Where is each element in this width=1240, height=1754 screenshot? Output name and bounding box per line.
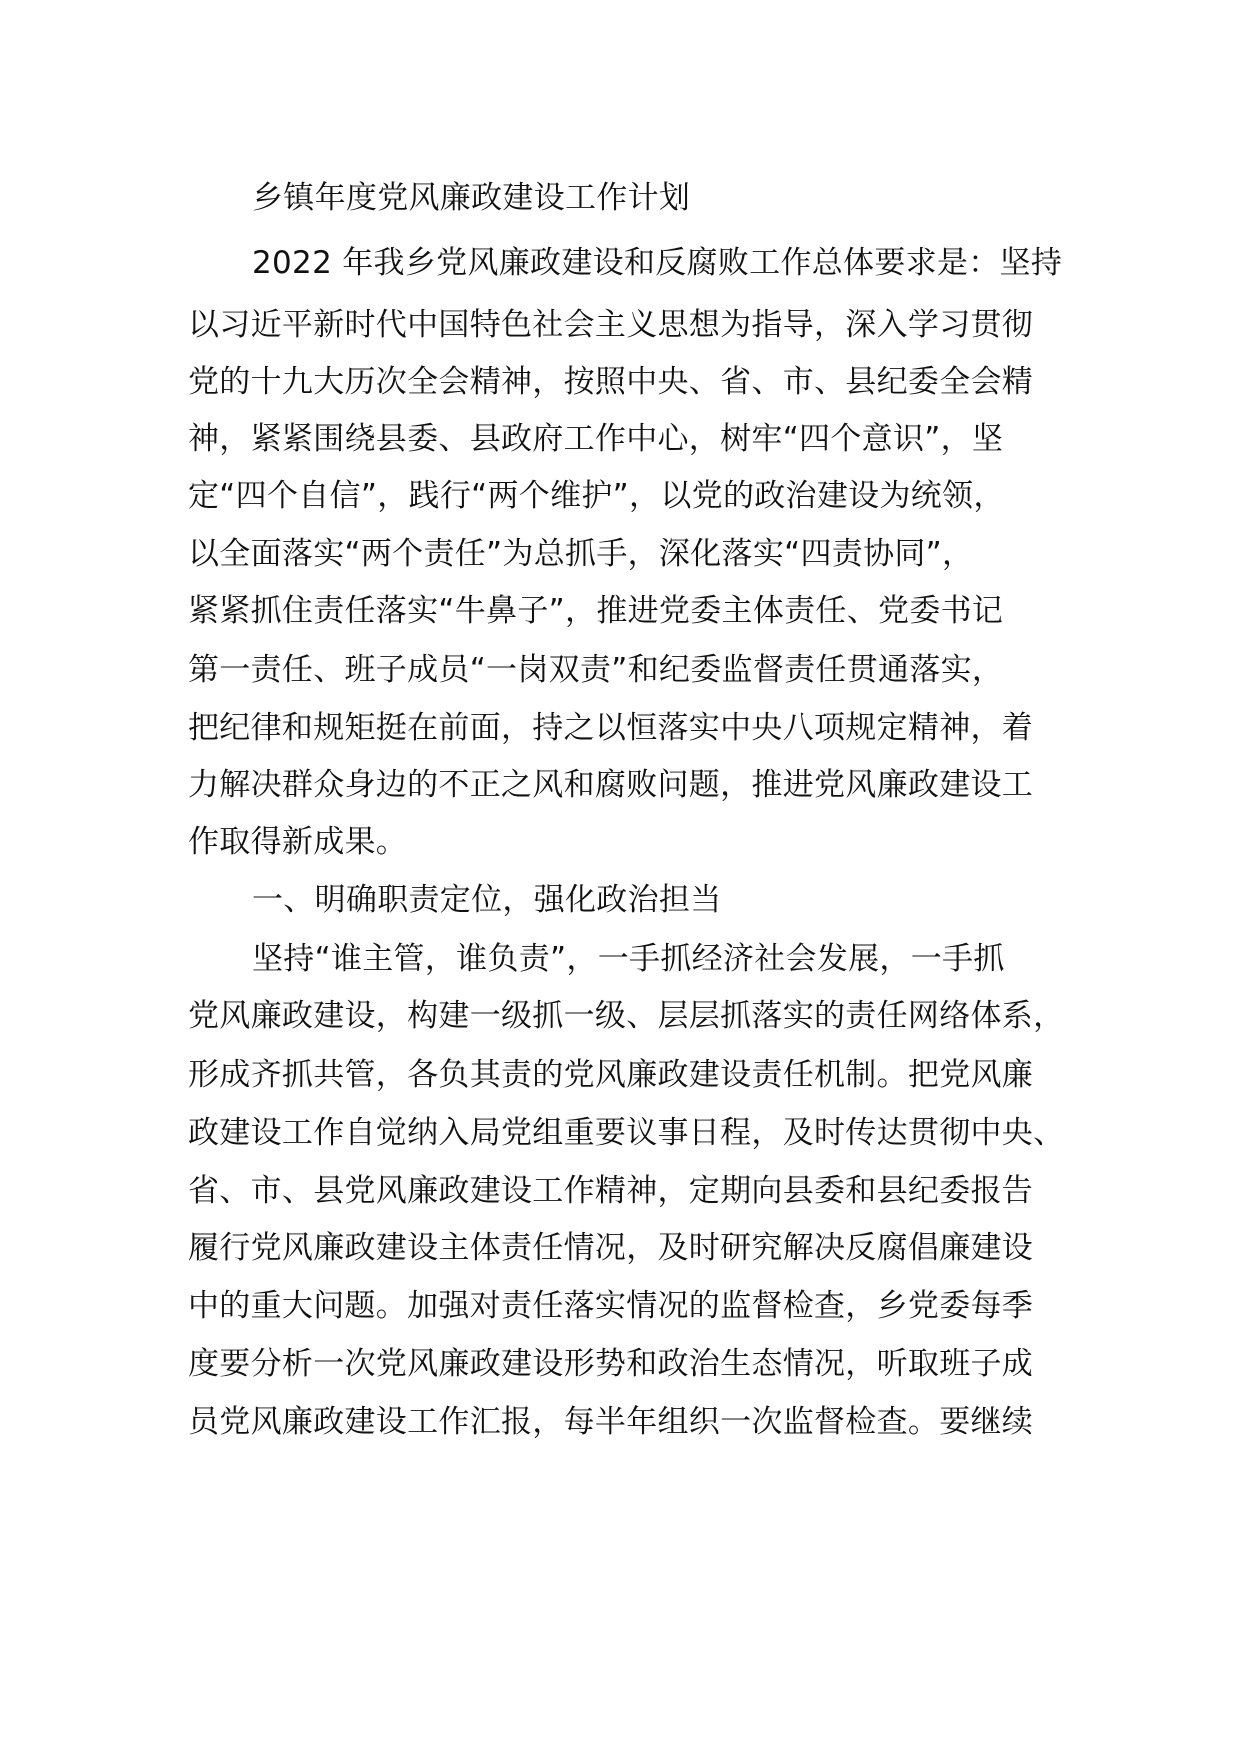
paragraph-line: 以全面落实“两个责任”为总抓手，深化落实“四责协同”，	[188, 536, 974, 572]
paragraph-line: 员党风廉政建设工作汇报，每半年组织一次监督检查。要继续	[188, 1404, 1034, 1440]
paragraph-line: 作取得新成果。	[188, 824, 408, 860]
paragraph-line: 第一责任、班子成员“一岗双责”和纪委监督责任贯通落实，	[188, 652, 1004, 688]
paragraph-line: 定“四个自信”，践行“两个维护”，以党的政治建设为统领，	[188, 478, 1005, 514]
paragraph-line: 2022 年我乡党风廉政建设和反腐败工作总体要求是：坚持	[252, 245, 1063, 281]
paragraph-line: 形成齐抓共管，各负其责的党风廉政建设责任机制。把党风廉	[188, 1057, 1034, 1093]
paragraph-line: 度要分析一次党风廉政建设形势和政治生态情况，听取班子成	[188, 1346, 1034, 1382]
paragraph-line: 力解决群众身边的不正之风和腐败问题，推进党风廉政建设工	[188, 767, 1034, 803]
paragraph-line: 坚持“谁主管，谁负责”，一手抓经济社会发展，一手抓	[252, 941, 1005, 977]
paragraph-line: 省、市、县党风廉政建设工作精神，定期向县委和县纪委报告	[188, 1173, 1034, 1209]
paragraph-line: 把纪律和规矩挺在前面，持之以恒落实中央八项规定精神，着	[188, 710, 1034, 746]
paragraph-line: 中的重大问题。加强对责任落实情况的监督检查，乡党委每季	[188, 1288, 1034, 1324]
paragraph-line: 以习近平新时代中国特色社会主义思想为指导，深入学习贯彻	[188, 307, 1034, 343]
paragraph-line: 履行党风廉政建设主体责任情况，及时研究解决反腐倡廉建设	[188, 1230, 1034, 1266]
section-heading: 一、明确职责定位，强化政治担当	[252, 882, 722, 918]
paragraph-line: 政建设工作自觉纳入局党组重要议事日程，及时传达贯彻中央、	[188, 1115, 1065, 1151]
paragraph-line: 党风廉政建设，构建一级抓一级、层层抓落实的责任网络体系，	[188, 998, 1065, 1034]
document-title: 乡镇年度党风廉政建设工作计划	[252, 180, 691, 216]
paragraph-line: 紧紧抓住责任落实“牛鼻子”，推进党委主体责任、党委书记	[188, 593, 1004, 629]
paragraph-line: 神，紧紧围绕县委、县政府工作中心，树牢“四个意识”，坚	[188, 421, 1004, 457]
paragraph-line: 党的十九大历次全会精神，按照中央、省、市、县纪委全会精	[188, 364, 1034, 400]
